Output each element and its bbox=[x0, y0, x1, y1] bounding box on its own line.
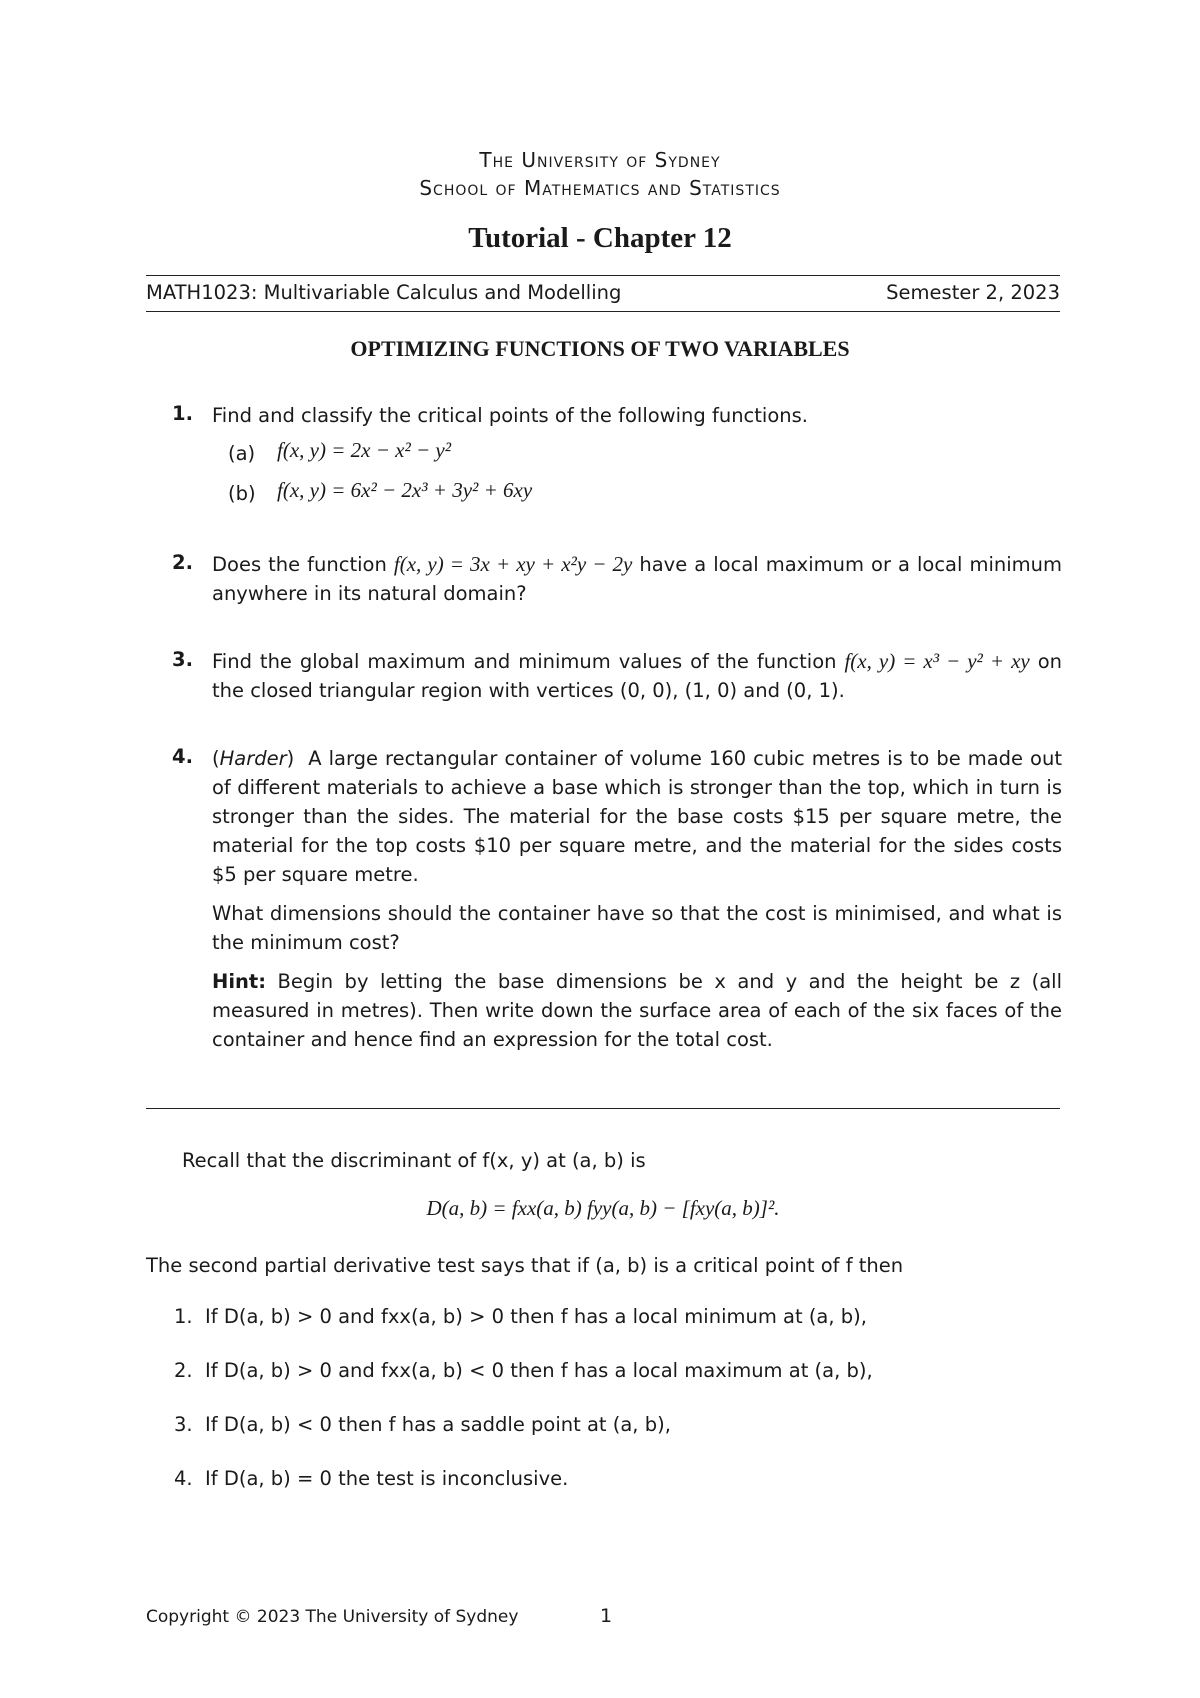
test-item-1: If D(a, b) > 0 and fxx(a, b) > 0 then f has a local minimum at (a, b), bbox=[205, 1305, 867, 1328]
question-2-text-before: Does the function bbox=[212, 553, 387, 576]
question-3-expression: f(x, y) = x³ − y² + xy bbox=[844, 649, 1030, 673]
test-item-2: If D(a, b) > 0 and fxx(a, b) < 0 then f has a local maximum at (a, b), bbox=[205, 1359, 873, 1382]
question-1a-expression: f(x, y) = 2x − x² − y² bbox=[277, 438, 452, 462]
test-item-3-number: 3. bbox=[174, 1413, 193, 1436]
question-4-text: (Harder) A large rectangular container of volume 160 cubic metres is to be made out of different materials to achieve a base which is stronger than the top, which in turn is stronger than the sides. The material for the base costs $15 per square metre, the material for the top costs $10 per square metre, and the material for the sides costs $5 per square metre. bbox=[212, 747, 1062, 886]
question-3-number: 3. bbox=[172, 648, 193, 671]
course-code: MATH1023: Multivariable Calculus and Modelling bbox=[146, 281, 622, 304]
question-4-text2: What dimensions should the container have so that the cost is minimised, and what is the minimum cost? bbox=[212, 902, 1062, 954]
question-1b-expression: f(x, y) = 6x² − 2x³ + 3y² + 6xy bbox=[277, 478, 533, 502]
question-4-hint bbox=[212, 967, 1062, 1054]
test-item-1-number: 1. bbox=[174, 1305, 193, 1328]
question-3-text-before: Find the global maximum and minimum values of the function bbox=[212, 650, 837, 673]
university-name: The University of Sydney bbox=[479, 148, 721, 172]
question-1a-label: (a) bbox=[228, 442, 256, 465]
semester: Semester 2, 2023 bbox=[886, 281, 1060, 304]
recall-intro: Recall that the discriminant of f(x, y) at (a, b) is bbox=[182, 1149, 646, 1172]
copyright-notice: Copyright © 2023 The University of Sydney bbox=[146, 1607, 519, 1627]
test-item-2-number: 2. bbox=[174, 1359, 193, 1382]
hint-text: Begin by letting the base dimensions be x and y and the height be z (all measured in metres). Then write down the surface area of each of the six faces of the container and hence find an expression for the total cost. bbox=[212, 970, 1063, 1051]
page-number: 1 bbox=[600, 1605, 613, 1627]
question-4-body: A large rectangular container of volume 160 cubic metres is to be made out of different materials to achieve a base which is stronger than the top, which in turn is stronger than the sides. The material for the base costs $15 per square metre, the material for the top costs $10 per square metre, and the material for the sides costs $5 per square metre. bbox=[212, 747, 1062, 886]
question-2-text bbox=[212, 550, 1062, 608]
discriminant-formula: D(a, b) = fxx(a, b) fyy(a, b) − [fxy(a, b)]². bbox=[426, 1196, 780, 1220]
section-title: OPTIMIZING FUNCTIONS OF TWO VARIABLES bbox=[350, 336, 850, 361]
question-2-text-after: have a local maximum or a local minimum anywhere in its natural domain? bbox=[212, 553, 1062, 605]
page-title: Tutorial - Chapter 12 bbox=[468, 222, 732, 254]
section-separator bbox=[146, 1108, 1060, 1109]
question-2-number: 2. bbox=[172, 551, 193, 574]
question-1-text: Find and classify the critical points of the following functions. bbox=[212, 404, 808, 427]
question-4-harder-label: Harder bbox=[219, 747, 287, 770]
question-3-text bbox=[212, 647, 1062, 705]
header-top-rule bbox=[146, 275, 1060, 276]
question-3-text-after: on the closed triangular region with vertices (0, 0), (1, 0) and (0, 1). bbox=[212, 650, 1062, 702]
test-item-3: If D(a, b) < 0 then f has a saddle point at (a, b), bbox=[205, 1413, 671, 1436]
question-1b-label: (b) bbox=[228, 482, 256, 505]
test-item-4-number: 4. bbox=[174, 1467, 193, 1490]
question-4-number: 4. bbox=[172, 745, 193, 768]
question-2-expression: f(x, y) = 3x + xy + x²y − 2y bbox=[393, 552, 633, 576]
test-item-4: If D(a, b) = 0 the test is inconclusive. bbox=[205, 1467, 569, 1490]
header-bottom-rule bbox=[146, 311, 1060, 312]
hint-label: Hint: bbox=[212, 970, 267, 993]
question-1-number: 1. bbox=[172, 402, 193, 425]
test-intro: The second partial derivative test says that if (a, b) is a critical point of f then bbox=[146, 1254, 904, 1277]
school-name: School of Mathematics and Statistics bbox=[419, 176, 781, 200]
